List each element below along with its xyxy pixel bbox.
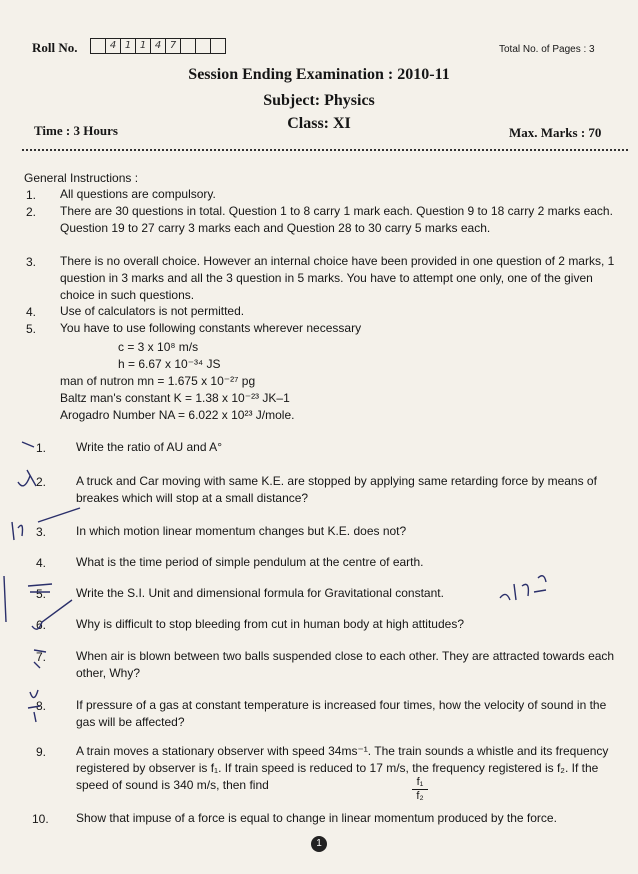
- margin-note: [12, 522, 23, 540]
- question-number: 7.: [36, 650, 47, 664]
- max-marks: Max. Marks : 70: [509, 125, 602, 140]
- page-number: 1: [311, 836, 327, 852]
- strike-mark: [28, 584, 52, 592]
- question-text: What is the time period of simple pendulum at the centre of earth.: [76, 555, 424, 569]
- instruction-number: 1.: [26, 188, 37, 202]
- tick-mark: [32, 600, 72, 629]
- roll-digit-box: 1: [121, 38, 136, 54]
- instruction-text: You have to use following constants wherever necessary: [60, 321, 362, 335]
- constant-speed-of-light: c = 3 x 10⁸ m/s: [118, 340, 199, 354]
- instruction-text: There is no overall choice. However an internal choice have been provided in one question of 2 marks, 1 question in 3 marks and all the 3 question in 5 marks. You have to attempt one only, one of the given choice in such questions.: [60, 254, 615, 302]
- question-number: 1.: [36, 441, 47, 455]
- question-number: 9.: [36, 745, 47, 759]
- roll-number-label: Roll No.: [32, 40, 78, 55]
- question-text: Why is difficult to stop bleeding from cut in human body at high attitudes?: [76, 617, 464, 631]
- question-text: Write the S.I. Unit and dimensional formula for Gravitational constant.: [76, 586, 444, 600]
- question-text: When air is blown between two balls suspended close to each other. They are attracted towards each other, Why?: [76, 649, 615, 680]
- exam-title: Session Ending Examination : 2010-11: [188, 66, 450, 83]
- question-text: Write the ratio of AU and A°: [76, 440, 222, 454]
- question-number: 2.: [36, 475, 47, 489]
- instruction-text: There are 30 questions in total. Question 1 to 8 carry 1 mark each. Question 9 to 18 carry 2 marks each. Question 19 to 27 carry 3 marks each and Question 28 to 30 carry 5 marks each.: [60, 204, 613, 235]
- instruction-text: All questions are compulsory.: [60, 187, 216, 201]
- roll-digit-box: 1: [136, 38, 151, 54]
- question-number: 3.: [36, 525, 47, 539]
- question-number: 4.: [36, 556, 47, 570]
- instruction-number: 3.: [26, 255, 37, 269]
- time-allowed: Time : 3 Hours: [34, 123, 118, 138]
- subject-title: Subject: Physics: [263, 92, 375, 109]
- instruction-number: 4.: [26, 305, 37, 319]
- tick-mark: [28, 690, 40, 722]
- constant-boltzmann: Baltz man's constant K = 1.38 x 10⁻²³ JK–1: [60, 391, 290, 405]
- question-number: 6.: [36, 618, 47, 632]
- tick-mark: [18, 442, 36, 486]
- class-title: Class: XI: [287, 115, 351, 132]
- roll-digit-box: 4: [151, 38, 166, 54]
- question-text: A truck and Car moving with same K.E. are stopped by applying same retarding force by means of breakes which will stop at a small distance?: [76, 474, 597, 505]
- instruction-number: 5.: [26, 322, 37, 336]
- instruction-number: 2.: [26, 205, 37, 219]
- fraction-denominator: f₂: [416, 790, 424, 802]
- question-number: 8.: [36, 699, 47, 713]
- instruction-text: Use of calculators is not permitted.: [60, 304, 245, 318]
- roll-digit-box: 7: [166, 38, 181, 54]
- instructions-heading: General Instructions :: [24, 171, 139, 185]
- tick-mark: [38, 508, 80, 522]
- question-number: 10.: [32, 812, 49, 826]
- constant-neutron-mass: man of nutron mn = 1.675 x 10⁻²⁷ pg: [60, 374, 256, 388]
- roll-digit-box: 4: [106, 38, 121, 54]
- question-text: In which motion linear momentum changes but K.E. does not?: [76, 524, 407, 538]
- handwritten-formula: [500, 576, 546, 600]
- question-text: Show that impuse of a force is equal to change in linear momentum produced by the force.: [76, 811, 557, 825]
- fraction-numerator: f₁: [412, 776, 428, 790]
- margin-line: [4, 576, 6, 622]
- constant-planck: h = 6.67 x 10⁻³⁴ JS: [118, 357, 221, 371]
- constant-avogadro: Arogadro Number NA = 6.022 x 10²³ J/mole.: [60, 408, 295, 422]
- question-text: If pressure of a gas at constant temperature is increased four times, how the velocity of sound in the gas will be affected?: [76, 698, 607, 729]
- total-pages: Total No. of Pages : 3: [499, 44, 595, 55]
- tick-mark: [34, 650, 46, 668]
- question-number: 5.: [36, 587, 47, 601]
- question-text: A train moves a stationary observer with speed 34ms⁻¹. The train sounds a whistle and its frequency registered by observer is f₁. If train speed is reduced to 17 m/s, the frequency registered is f₂. If the speed of sound is 340 m/s, then find: [76, 744, 609, 792]
